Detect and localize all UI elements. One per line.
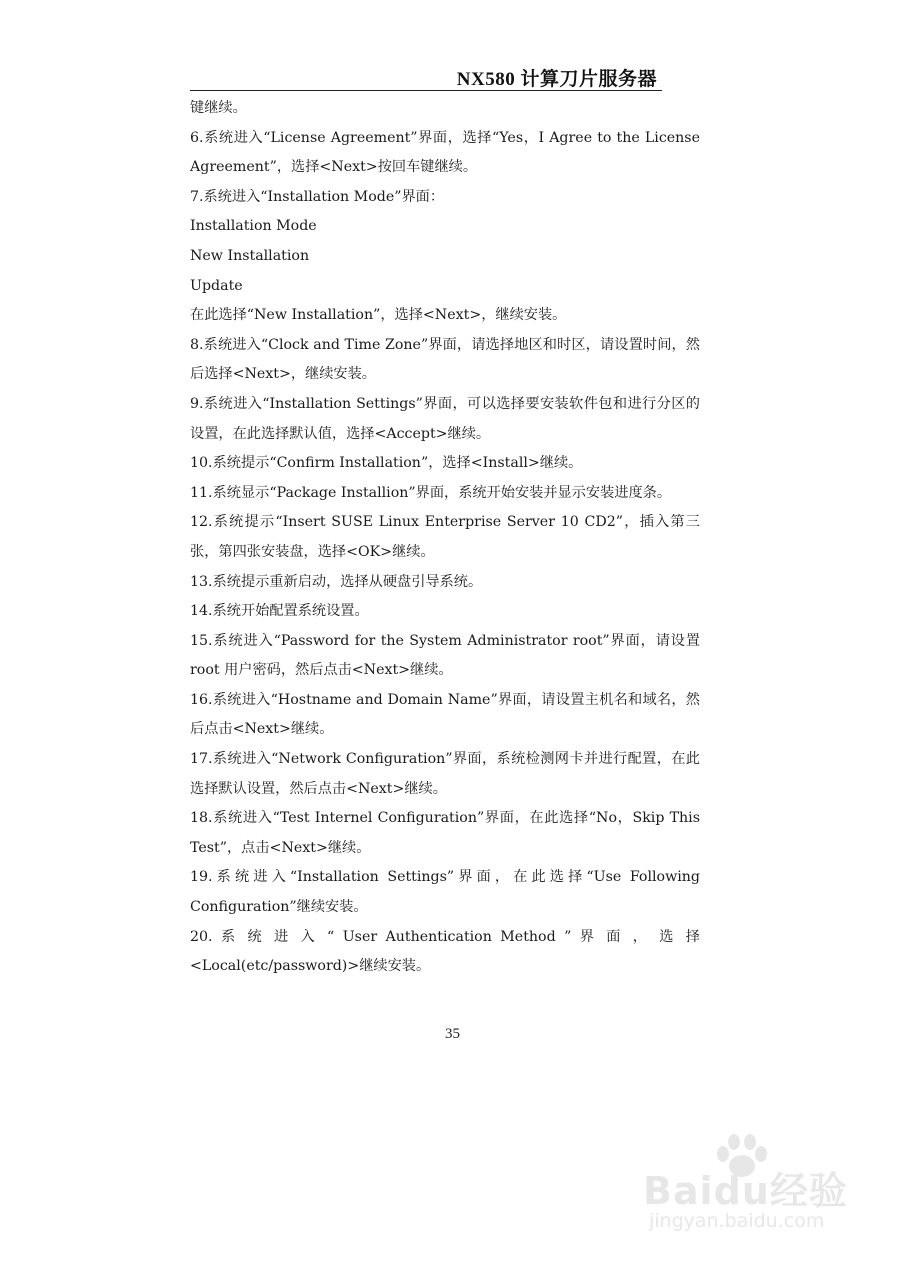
paragraph: Installation Mode [190,218,317,235]
paragraph: Update [190,277,243,294]
paragraph: 11.系统显示“Package Installion”界面，系统开始安装并显示安装进度条。 [190,484,672,501]
paragraph: 15.系统进入“Password for the System Administrator root”界面，请设置 root 用户密码，然后点击<Next>继续。 [190,632,700,679]
paragraph: 6.系统进入“License Agreement”界面，选择“Yes，I Agree to the License Agreement”，选择<Next>按回车键继续。 [190,129,700,176]
paragraph: 在此选择“New Installation”，选择<Next>，继续安装。 [190,307,567,324]
paragraph: 14.系统开始配置系统设置。 [190,603,369,620]
paragraph: 12.系统提示“Insert SUSE Linux Enterprise Server 10 CD2”，插入第三张，第四张安装盘，选择<OK>继续。 [190,514,700,560]
document-body [190,94,700,982]
header-divider [190,90,662,91]
watermark-brand: Baidu经验 [643,1169,848,1213]
paragraph: New Installation [190,247,310,264]
paragraph: 18.系统进入“Test Internel Configuration”界面，在此选择“No，Skip This Test”，点击<Next>继续。 [190,810,700,856]
paragraph: 19.系统进入“Installation Settings”界面，在此选择“Use Following Configuration”继续安装。 [190,869,700,916]
paragraph: 20. 系 统 进 入 “ User Authentication Method ” 界 面 ， 选 择 <Local(etc/password)>继续安装。 [190,928,700,975]
page-header-title: NX580 计算刀片服务器 [456,69,657,90]
paragraph: 16.系统进入“Hostname and Domain Name”界面，请设置主机名和域名，然后点击<Next>继续。 [190,691,700,738]
paragraph: 13.系统提示重新启动，选择从硬盘引导系统。 [190,573,483,590]
paragraph: 键继续。 [190,100,247,116]
paragraph: 17.系统进入“Network Configuration”界面，系统检测网卡并进行配置，在此选择默认设置，然后点击<Next>继续。 [190,751,700,797]
paragraph: 7.系统进入“Installation Mode”界面： [190,188,445,205]
watermark-url: jingyan.baidu.com [649,1210,825,1232]
paragraph: 10.系统提示“Confirm Installation”，选择<Install>继续。 [190,455,583,472]
page-number: 35 [445,1026,460,1042]
baidu-watermark [643,1132,853,1242]
paragraph: 9.系统进入“Installation Settings”界面，可以选择要安装软件包和进行分区的设置，在此选择默认值，选择<Accept>继续。 [190,395,700,442]
paragraph: 8.系统进入“Clock and Time Zone”界面，请选择地区和时区，请设置时间，然后选择<Next>，继续安装。 [190,336,700,383]
